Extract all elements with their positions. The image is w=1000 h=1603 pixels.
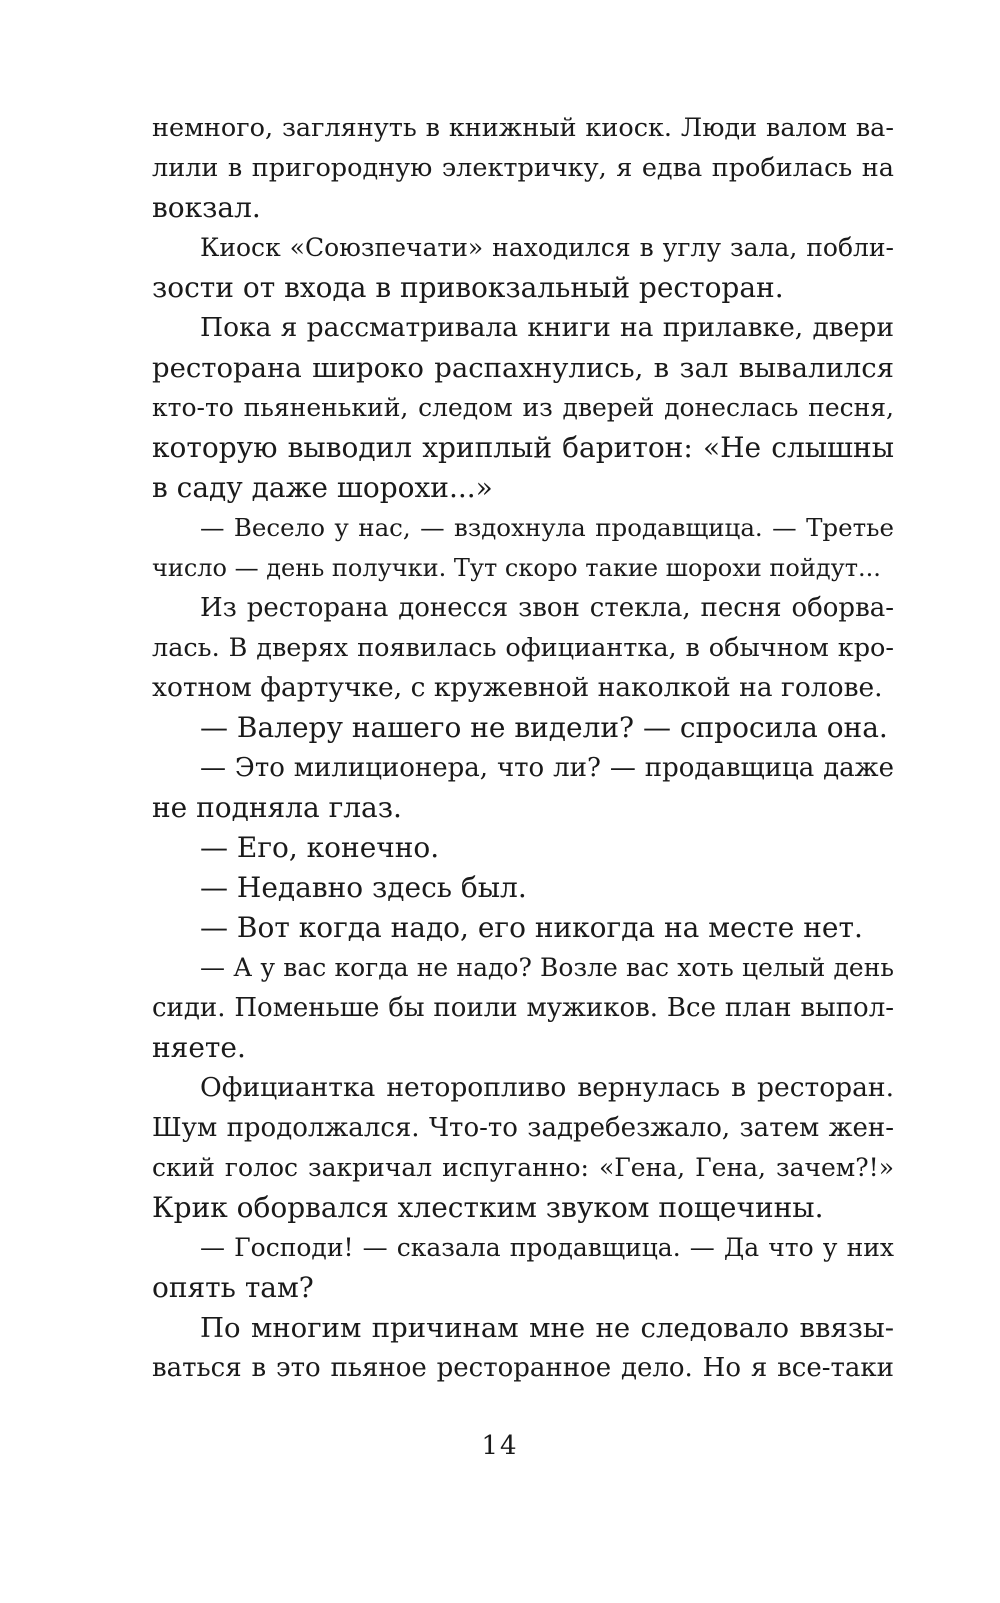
text-line: которую выводил хриплый баритон: «Не слышны (152, 431, 894, 464)
text-line: немного, заглянуть в книжный киоск. Люди валом ва- (152, 113, 894, 143)
text-line: вокзал. (152, 191, 261, 224)
text-line: — Весело у нас, — вздохнула продавщица. — Третье (200, 513, 894, 542)
text-line: Киоск «Союзпечати» находился в углу зала, побли- (200, 233, 894, 262)
body-text (152, 108, 894, 1388)
text-line: Шум продолжался. Что-то задребезжало, затем жен- (152, 1113, 894, 1143)
text-line: — Это милиционера, что ли? — продавщица даже (200, 753, 894, 783)
text-line: — Господи! — сказала продавщица. — Да что у них (200, 1233, 894, 1262)
text-line: Из ресторана донесся звон стекла, песня оборва- (200, 593, 894, 623)
text-line: — Его, конечно. (200, 831, 440, 864)
text-line: кто-то пьяненький, следом из дверей донеслась песня, (152, 393, 894, 422)
text-line: ресторана широко распахнулись, в зал вывалился (152, 352, 894, 384)
text-line: Крик оборвался хлестким звуком пощечины. (152, 1191, 824, 1224)
text-line: зости от входа в привокзальный ресторан. (152, 271, 784, 304)
text-line: число — день получки. Тут скоро такие шорохи пойдут... (152, 554, 881, 582)
text-line: в саду даже шорохи...» (152, 471, 493, 504)
text-line: По многим причинам мне не следовало ввязы- (200, 1312, 894, 1344)
text-line: — Вот когда надо, его никогда на месте нет. (200, 911, 863, 944)
text-line: лили в пригородную электричку, я едва пробилась на (152, 153, 894, 183)
text-line: опять там? (152, 1271, 314, 1304)
text-line: няете. (152, 1031, 246, 1064)
text-line: Пока я рассматривала книги на прилавке, двери (200, 312, 894, 343)
text-line: — Валеру нашего не видели? — спросила она. (200, 711, 888, 744)
text-line: хотном фартучке, с кружевной наколкой на голове. (152, 672, 883, 703)
text-line: не подняла глаз. (152, 791, 402, 824)
text-line: — Недавно здесь был. (200, 871, 527, 904)
text-line: Официантка неторопливо вернулась в ресторан. (200, 1072, 894, 1103)
text-line: сиди. Поменьше бы поили мужиков. Все план выпол- (152, 993, 894, 1023)
text-line: — А у вас когда не надо? Возле вас хоть целый день (200, 953, 894, 982)
text-line: ский голос закричал испуганно: «Гена, Гена, зачем?!» (152, 1153, 894, 1182)
text-line: ваться в это пьяное ресторанное дело. Но я все-таки (152, 1353, 894, 1383)
page-number: 14 (481, 1431, 519, 1461)
text-line: лась. В дверях появилась официантка, в обычном кро- (152, 633, 894, 663)
